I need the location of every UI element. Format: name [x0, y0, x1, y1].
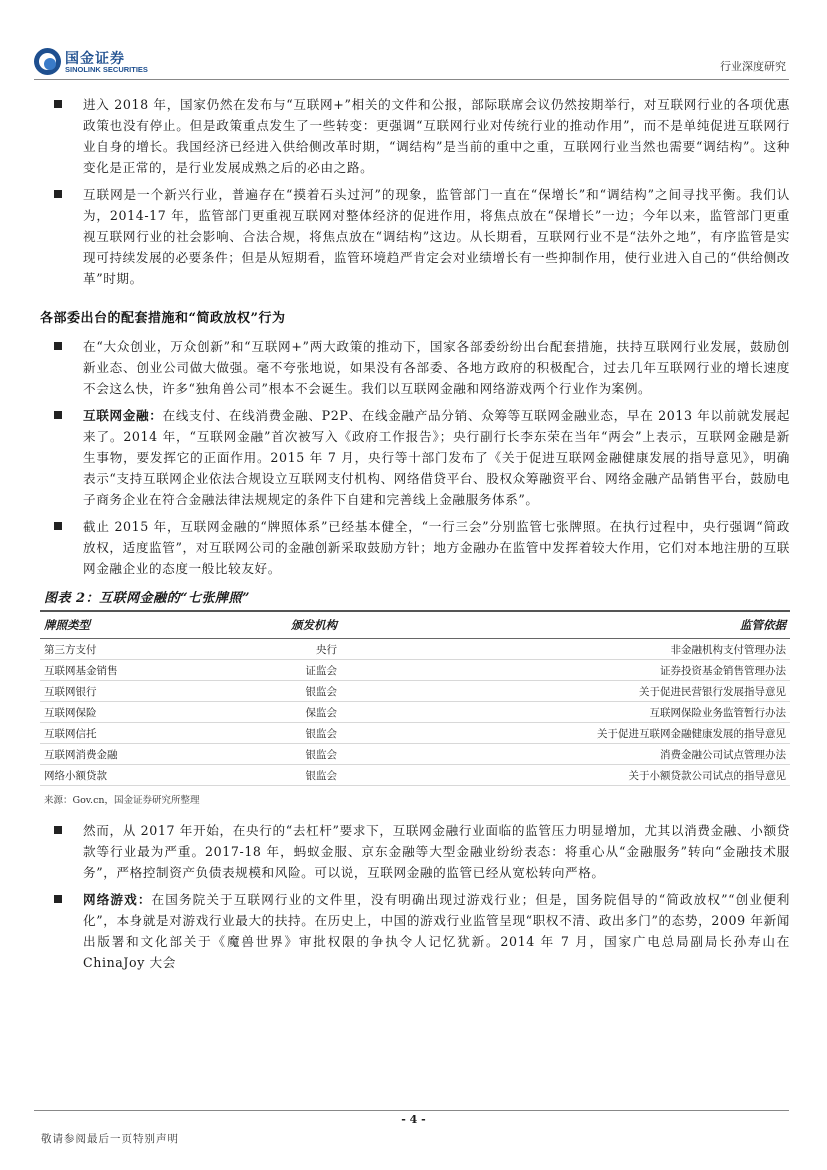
table-cell: 关于促进民营银行发展指导意见	[341, 681, 790, 702]
paragraph-text: 在国务院关于互联网行业的文件里，没有明确出现过游戏行业；但是，国务院倡导的“简政放权”“创业便利化”，本身就是对游戏行业最大的扶持。在历史上，中国的游戏行业监管呈现“职权不清、政出多门”的态势，2009 年新闻出版署和文化部关于《魔兽世界》审批权限的争执令人记忆犹新。2014 年 7 月，国家广电总局副局长孙寿山在 ChinaJoy 大会	[83, 892, 791, 970]
table-cell: 互联网消费金融	[40, 744, 223, 765]
bullet-icon	[54, 895, 62, 903]
table-cell: 互联网基金销售	[40, 660, 223, 681]
table-cell: 保监会	[223, 702, 341, 723]
page-number: - 4 -	[401, 1113, 426, 1126]
bullet-icon	[54, 411, 62, 419]
company-logo	[34, 48, 152, 78]
table-cell: 证监会	[223, 660, 341, 681]
paragraph-text: 互联网是一个新兴行业，普遍存在“摸着石头过河”的现象，监管部门一直在“保增长”和“调结构”之间寻找平衡。我们认为，2014-17 年，监管部门更重视互联网对整体经济的促进作用，将焦点放在“保增长”一边；今年以来，监管部门更重视互联网行业的社会影响、合法合规，将焦点放在“调结构”这边。从长期看，互联网行业不是“法外之地”，有序监管是实现可持续发展的必要条件；但是从短期看，监管环境趋严肯定会对业绩增长有一些抑制作用，使行业进入自己的“供给侧改革”时期。	[83, 187, 790, 286]
paragraph-text: 截止 2015 年，互联网金融的“牌照体系”已经基本健全，“一行三会”分别监管七张牌照。在执行过程中，央行强调“简政放权，适度监管”，对互联网公司的金融创新采取鼓励方针；地方金融办在监管中发挥着较大作用，它们对本地注册的互联网金融企业的态度一般比较友好。	[83, 519, 790, 576]
table-cell: 非金融机构支付管理办法	[341, 639, 790, 660]
paragraph-lead: 网络游戏：	[83, 892, 152, 907]
document-body	[40, 94, 790, 979]
table-cell: 互联网保险	[40, 702, 223, 723]
table-row	[40, 765, 790, 786]
column-header: 颁发机构	[223, 612, 341, 639]
logo-english-name: SINOLINK SECURITIES	[65, 65, 148, 74]
table-cell: 央行	[223, 639, 341, 660]
footer-disclaimer: 敬请参阅最后一页特别声明	[41, 1133, 179, 1145]
table-row	[40, 681, 790, 702]
table-row	[40, 744, 790, 765]
table-row	[40, 702, 790, 723]
table-cell: 证券投资基金销售管理办法	[341, 660, 790, 681]
table-cell: 银监会	[223, 744, 341, 765]
footer-divider	[34, 1110, 789, 1111]
license-table	[40, 612, 790, 786]
paragraph	[40, 184, 790, 289]
table-row	[40, 639, 790, 660]
figure-license-table	[40, 587, 790, 806]
bullet-icon	[54, 522, 62, 530]
bullet-icon	[54, 342, 62, 350]
paragraph	[40, 516, 790, 579]
table-cell: 银监会	[223, 723, 341, 744]
table-cell: 消费金融公司试点管理办法	[341, 744, 790, 765]
table-cell: 银监会	[223, 765, 341, 786]
table-row	[40, 723, 790, 744]
paragraph	[40, 336, 790, 399]
logo-mark-icon	[34, 48, 61, 75]
header-divider	[34, 79, 789, 80]
table-cell: 第三方支付	[40, 639, 223, 660]
paragraph-text: 进入 2018 年，国家仍然在发布与“互联网+”相关的文件和公报，部际联席会议仍然按期举行，对互联网行业的各项优惠政策也没有停止。但是政策重点发生了一些转变：更强调“互联网行业对传统行业的推动作用”，而不是单纯促进互联网行业自身的增长。我国经济已经进入供给侧改革时期，“调结构”是当前的重中之重，互联网行业当然也需要“调结构”。这种变化是正常的，是行业发展成熟之后的必由之路。	[83, 97, 790, 175]
paragraph-text: 在“大众创业，万众创新”和“互联网+”两大政策的推动下，国家各部委纷纷出台配套措施，扶持互联网行业发展，鼓励创新业态、创业公司做大做强。毫不夸张地说，如果没有各部委、各地方政府的积极配合，过去几年互联网行业的增长速度不会这么快，许多“独角兽公司”根本不会诞生。我们以互联网金融和网络游戏两个行业作为案例。	[83, 339, 790, 396]
table-cell: 关于小额贷款公司试点的指导意见	[341, 765, 790, 786]
paragraph	[40, 94, 790, 178]
table-row	[40, 660, 790, 681]
paragraph-text: 在线支付、在线消费金融、P2P、在线金融产品分销、众筹等互联网金融业态，早在 2013 年以前就发展起来了。2014 年，“互联网金融”首次被写入《政府工作报告》；央行副行长李东荣在当年“两会”上表示，互联网金融是新生事物，要发挥它的正面作用。2015 年 7 月，央行等十部门发布了《关于促进互联网金融健康发展的指导意见》，明确表示“支持互联网企业依法合规设立互联网支付机构、网络借贷平台、股权众筹融资平台、网络金融产品销售平台，鼓励电子商务企业在符合金融法律法规规定的条件下自建和完善线上金融服务体系”。	[83, 408, 790, 507]
page-header	[0, 0, 827, 85]
paragraph	[40, 820, 790, 883]
bullet-icon	[54, 100, 62, 108]
paragraph	[40, 405, 790, 510]
table-header-row	[40, 612, 790, 639]
bullet-icon	[54, 826, 62, 834]
table-cell: 互联网信托	[40, 723, 223, 744]
paragraph	[40, 889, 790, 973]
table-cell: 互联网保险业务监管暂行办法	[341, 702, 790, 723]
table-cell: 网络小额贷款	[40, 765, 223, 786]
column-header: 牌照类型	[40, 612, 223, 639]
section-heading: 各部委出台的配套措施和“简政放权”行为	[40, 311, 286, 326]
logo-chinese-name: 国金证券	[65, 51, 125, 67]
bullet-icon	[54, 190, 62, 198]
table-cell: 银监会	[223, 681, 341, 702]
figure-title: 图表 2：互联网金融的“七张牌照”	[40, 587, 790, 612]
figure-source: 来源：Gov.cn，国金证券研究所整理	[44, 795, 200, 806]
report-category: 行业深度研究	[720, 60, 786, 73]
table-cell: 互联网银行	[40, 681, 223, 702]
paragraph-lead: 互联网金融：	[83, 408, 163, 423]
table-cell: 关于促进互联网金融健康发展的指导意见	[341, 723, 790, 744]
paragraph-text: 然而，从 2017 年开始，在央行的“去杠杆”要求下，互联网金融行业面临的监管压力明显增加，尤其以消费金融、小额贷款等行业最为严重。2017-18 年，蚂蚁金服、京东金融等大型金融业纷纷表态：将重心从“金融服务”转向“金融技术服务”，严格控制资产负债表规模和风险。可以说，互联网金融的监管已经从宽松转向严格。	[83, 823, 790, 880]
column-header: 监管依据	[341, 612, 790, 639]
